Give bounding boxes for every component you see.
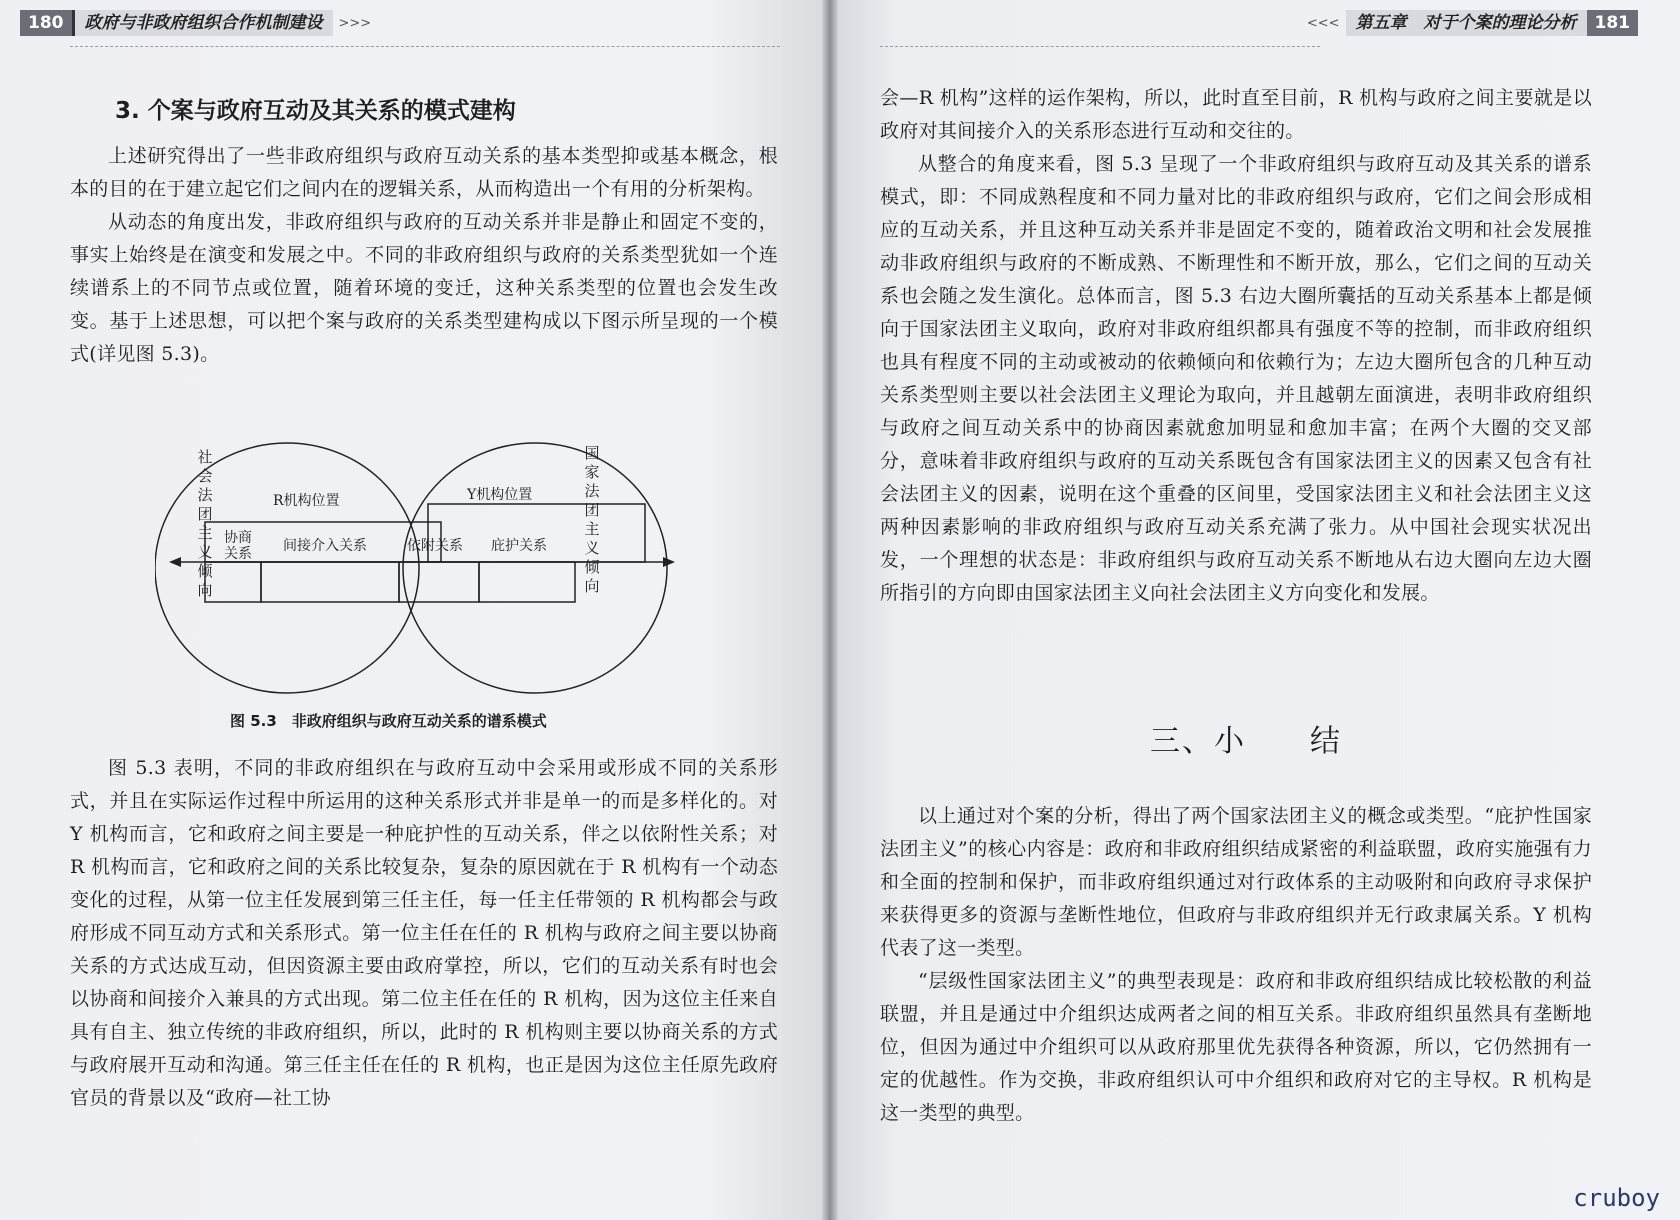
left-page-number: 180 — [20, 10, 72, 36]
right-running-title: 第五章 对于个案的理论分析 — [1346, 10, 1587, 36]
right-summary-text — [880, 800, 1592, 1130]
section-heading: 3. 个案与政府互动及其关系的模式建构 — [115, 98, 516, 124]
scanner-watermark: cruboy — [1573, 1184, 1660, 1212]
paragraph: 从动态的角度出发，非政府组织与政府的互动关系并非是静止和固定不变的，事实上始终是在演变和发展之中。不同的非政府组织与政府的关系类型犹如一个连续谱系上的不同节点或位置，随着环境的变迁，这种关系类型的位置也会发生改变。基于上述思想，可以把个案与政府的关系类型建构成以下图示所呈现的一个模式(详见图 5.3)。 — [70, 211, 778, 365]
paragraph: 图 5.3 表明，不同的非政府组织在与政府互动中会采用或形成不同的关系形式，并且在实际运作过程中所运用的这种关系形式并非是单一的而是多样化的。对 Y 机构而言，它和政府之间主要是一种庇护性的互动关系，伴之以依附性关系；对 R 机构而言，它和政府之间的关系比较复杂，复杂的原因就在于 R 机构有一个动态变化的过程，从第一位主任发展到第三任主任，每一任主任带领的 R 机构都会与政府形成不同互动方式和关系形式。第一位主任在任的 R 机构与政府之间主要以协商关系的方式达成互动，但因资源主要由政府掌控，所以，它们的互动关系有时也会以协商和间接介入兼具的方式出现。第二位主任在任的 R 机构，因为这位主任来自具有自主、独立传统的非政府组织，所以，此时的 R 机构则主要以协商关系的方式与政府展开互动和沟通。第三任主任在任的 R 机构，也正是因为这位主任原先政府官员的背景以及“政府—社工协 — [70, 757, 778, 1109]
book-spine — [822, 0, 838, 1220]
right-header-chevrons: <<< — [1306, 15, 1340, 31]
yifu-box — [399, 562, 479, 602]
jianjie-label: 间接介入关系 — [283, 538, 367, 554]
left-body-text — [70, 752, 778, 1115]
right-header-rule — [880, 46, 1320, 47]
right-body-text — [880, 82, 1592, 610]
right-circle — [403, 443, 667, 693]
bihu-box — [479, 562, 575, 602]
bihu-label: 庇护关系 — [491, 538, 547, 554]
left-header-rule — [70, 46, 780, 47]
paragraph: 从整合的角度来看，图 5.3 呈现了一个非政府组织与政府互动及其关系的谱系模式，即：不同成熟程度和不同力量对比的非政府组织与政府，它们之间会形成相应的互动关系，并且这种互动关系并非是固定不变的，随着政治文明和社会发展推动非政府组织与政府的不断成熟、不断理性和不断开放，那么，它们之间的互动关系也会随之发生演化。总体而言，图 5.3 右边大圈所囊括的互动关系基本上都是倾向于国家法团主义取向，政府对非政府组织都具有强度不等的控制，而非政府组织也具有程度不同的主动或被动的依赖倾向和依赖行为；左边大圈所包含的几种互动关系类型则主要以社会法团主义理论为取向，并且越朝左面演进，表明非政府组织与政府之间互动关系中的协商因素就愈加明显和愈加丰富；在两个大圈的交叉部分，意味着非政府组织与政府的互动关系既包含有国家法团主义的因素又包含有社会法团主义的因素，说明在这个重叠的区间里，受国家法团主义和社会法团主义这两种因素影响的非政府组织与政府互动关系充满了张力。从中国社会现实状况出发，一个理想的状态是：非政府组织与政府互动关系不断地从右边大圈向左边大圈所指引的方向即由国家法团主义向社会法团主义方向变化和发展。 — [880, 153, 1592, 604]
r-position-label: R机构位置 — [273, 493, 340, 509]
right-axis-label: 国家法团主义倾向 — [584, 444, 600, 595]
figure-caption: 图 5.3 非政府组织与政府互动关系的谱系模式 — [230, 712, 547, 730]
yifu-label: 依附关系 — [407, 538, 463, 554]
paragraph: 以上通过对个案的分析，得出了两个国家法团主义的概念或类型。“庇护性国家法团主义”的核心内容是：政府和非政府组织结成紧密的利益联盟，政府实施强有力和全面的控制和保护，而非政府组织通过对行政体系的主动吸附和向政府寻求保护来获得更多的资源与垄断性地位，但政府与非政府组织并无行政隶属关系。Y 机构代表了这一类型。 — [880, 805, 1592, 959]
left-circle — [155, 443, 419, 693]
right-page-header — [1301, 10, 1638, 36]
summary-section-title: 三、小 结 — [1150, 724, 1342, 759]
paragraph: “层级性国家法团主义”的典型表现是：政府和非政府组织结成比较松散的利益联盟，并且是通过中介组织达成两者之间的相互关系。非政府组织虽然具有垄断地位，但因为通过中介组织可以从政府那里优先获得各种资源，所以，它仍然拥有一定的优越性。作为交换，非政府组织认可中介组织和政府对它的主导权。R 机构是这一类型的典型。 — [880, 970, 1592, 1124]
left-header-chevrons: >>> — [338, 15, 372, 31]
axis-arrow-left — [169, 557, 181, 567]
left-running-title: 政府与非政府组织合作机制建设 — [72, 10, 333, 36]
xieshang-label: 协商关系 — [224, 530, 252, 562]
axis-arrow-right — [663, 557, 675, 567]
left-axis-label: 社会法团主义倾向 — [197, 448, 213, 599]
spectrum-diagram — [155, 440, 675, 695]
paragraph: 上述研究得出了一些非政府组织与政府互动关系的基本类型抑或基本概念，根本的目的在于建立起它们之间内在的逻辑关系，从而构造出一个有用的分析架构。 — [70, 145, 778, 200]
y-position-label: Y机构位置 — [467, 487, 533, 503]
left-intro-text — [70, 140, 778, 371]
paragraph: 会—R 机构”这样的运作架构，所以，此时直至目前，R 机构与政府之间主要就是以政府对其间接介入的关系形态进行互动和交往的。 — [880, 87, 1592, 142]
left-page-header — [20, 10, 377, 36]
right-page-number: 181 — [1587, 10, 1639, 36]
jianjie-box — [261, 562, 399, 602]
